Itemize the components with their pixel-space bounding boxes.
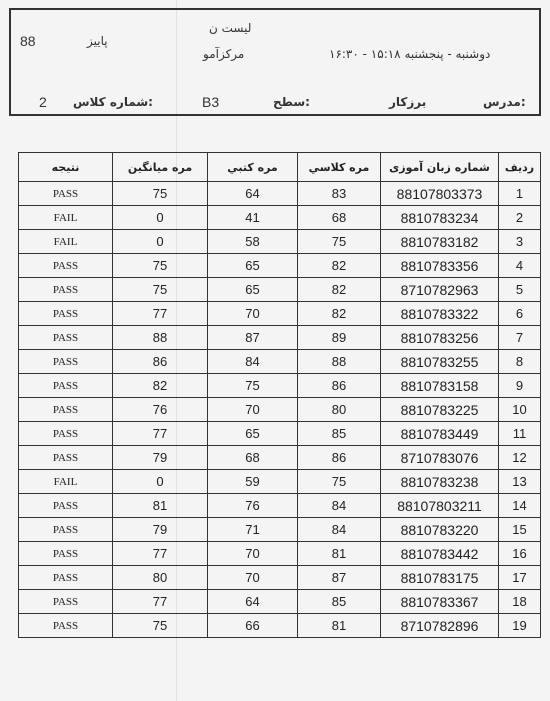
cell-class-score: 68 <box>298 206 381 230</box>
cell-class-score: 83 <box>298 182 381 206</box>
cell-row-number: 1 <box>499 182 541 206</box>
cell-result: PASS <box>19 278 113 302</box>
center-name: مرکزآمو <box>203 47 245 61</box>
cell-written-score: 65 <box>208 254 298 278</box>
cell-class-score: 82 <box>298 302 381 326</box>
table-row <box>19 518 541 542</box>
cell-class-score: 81 <box>298 542 381 566</box>
cell-average-score: 75 <box>113 614 208 638</box>
cell-result: PASS <box>19 182 113 206</box>
cell-class-score: 86 <box>298 446 381 470</box>
col-header-student-id: شماره زبان آموزی <box>381 153 499 182</box>
cell-class-score: 84 <box>298 518 381 542</box>
cell-student-id: 8810783158 <box>381 374 499 398</box>
cell-row-number: 17 <box>499 566 541 590</box>
table-row <box>19 614 541 638</box>
cell-class-score: 84 <box>298 494 381 518</box>
cell-average-score: 86 <box>113 350 208 374</box>
cell-row-number: 11 <box>499 422 541 446</box>
cell-row-number: 15 <box>499 518 541 542</box>
term-code: 88 <box>20 33 36 49</box>
cell-row-number: 18 <box>499 590 541 614</box>
cell-written-score: 68 <box>208 446 298 470</box>
table-row <box>19 590 541 614</box>
cell-written-score: 66 <box>208 614 298 638</box>
cell-student-id: 8810783356 <box>381 254 499 278</box>
cell-class-score: 86 <box>298 374 381 398</box>
cell-average-score: 82 <box>113 374 208 398</box>
cell-row-number: 2 <box>499 206 541 230</box>
cell-result: PASS <box>19 254 113 278</box>
class-schedule: دوشنبه - پنجشنبه ۱۵:۱۸ - ۱۶:۳۰ <box>329 47 491 61</box>
cell-row-number: 19 <box>499 614 541 638</box>
cell-student-id: 8810783442 <box>381 542 499 566</box>
cell-average-score: 75 <box>113 182 208 206</box>
cell-student-id: 88107803211 <box>381 494 499 518</box>
cell-written-score: 70 <box>208 542 298 566</box>
cell-written-score: 65 <box>208 278 298 302</box>
cell-average-score: 75 <box>113 278 208 302</box>
cell-average-score: 77 <box>113 542 208 566</box>
cell-written-score: 70 <box>208 566 298 590</box>
cell-result: FAIL <box>19 206 113 230</box>
table-row <box>19 566 541 590</box>
table-row <box>19 446 541 470</box>
cell-result: PASS <box>19 398 113 422</box>
table-row <box>19 206 541 230</box>
cell-written-score: 70 <box>208 302 298 326</box>
cell-average-score: 0 <box>113 206 208 230</box>
cell-result: PASS <box>19 590 113 614</box>
cell-written-score: 87 <box>208 326 298 350</box>
cell-written-score: 65 <box>208 422 298 446</box>
cell-class-score: 89 <box>298 326 381 350</box>
table-row <box>19 542 541 566</box>
cell-student-id: 8810783182 <box>381 230 499 254</box>
table-row <box>19 470 541 494</box>
teacher-name: برزکار <box>389 95 427 109</box>
cell-student-id: 8810783225 <box>381 398 499 422</box>
cell-row-number: 8 <box>499 350 541 374</box>
table-row <box>19 422 541 446</box>
cell-average-score: 80 <box>113 566 208 590</box>
cell-row-number: 6 <box>499 302 541 326</box>
season-label: پاییز <box>87 34 108 48</box>
list-title: لیست ن <box>209 21 252 35</box>
level-label: سطح: <box>273 95 310 109</box>
cell-row-number: 5 <box>499 278 541 302</box>
cell-average-score: 77 <box>113 302 208 326</box>
col-header-result: نتیجه <box>19 153 113 182</box>
cell-result: PASS <box>19 374 113 398</box>
cell-average-score: 75 <box>113 254 208 278</box>
cell-result: PASS <box>19 326 113 350</box>
cell-result: PASS <box>19 542 113 566</box>
cell-written-score: 64 <box>208 182 298 206</box>
cell-written-score: 71 <box>208 518 298 542</box>
cell-written-score: 58 <box>208 230 298 254</box>
cell-class-score: 81 <box>298 614 381 638</box>
cell-average-score: 79 <box>113 446 208 470</box>
cell-row-number: 10 <box>499 398 541 422</box>
cell-row-number: 13 <box>499 470 541 494</box>
table-row <box>19 494 541 518</box>
table-header-row <box>19 153 541 182</box>
cell-result: PASS <box>19 494 113 518</box>
grades-table <box>18 152 541 638</box>
table-row <box>19 182 541 206</box>
cell-written-score: 41 <box>208 206 298 230</box>
col-header-average-score: مره ميانگين <box>113 153 208 182</box>
cell-student-id: 8810783255 <box>381 350 499 374</box>
cell-row-number: 12 <box>499 446 541 470</box>
cell-student-id: 8810783322 <box>381 302 499 326</box>
cell-student-id: 8710783076 <box>381 446 499 470</box>
cell-student-id: 8810783256 <box>381 326 499 350</box>
cell-student-id: 8810783449 <box>381 422 499 446</box>
cell-student-id: 8810783220 <box>381 518 499 542</box>
table-row <box>19 374 541 398</box>
cell-class-score: 80 <box>298 398 381 422</box>
cell-student-id: 8810783238 <box>381 470 499 494</box>
cell-result: PASS <box>19 566 113 590</box>
table-row <box>19 230 541 254</box>
cell-written-score: 70 <box>208 398 298 422</box>
cell-result: PASS <box>19 518 113 542</box>
cell-written-score: 84 <box>208 350 298 374</box>
cell-result: PASS <box>19 614 113 638</box>
cell-row-number: 3 <box>499 230 541 254</box>
cell-result: PASS <box>19 422 113 446</box>
cell-student-id: 8810783175 <box>381 566 499 590</box>
cell-class-score: 85 <box>298 590 381 614</box>
cell-row-number: 16 <box>499 542 541 566</box>
teacher-label: مدرس: <box>483 95 526 109</box>
cell-result: PASS <box>19 446 113 470</box>
cell-average-score: 88 <box>113 326 208 350</box>
cell-class-score: 82 <box>298 254 381 278</box>
cell-row-number: 9 <box>499 374 541 398</box>
table-row <box>19 302 541 326</box>
class-number-value: 2 <box>39 94 47 110</box>
cell-row-number: 7 <box>499 326 541 350</box>
cell-row-number: 4 <box>499 254 541 278</box>
cell-student-id: 8710782963 <box>381 278 499 302</box>
col-header-written-score: مره كتبي <box>208 153 298 182</box>
cell-class-score: 85 <box>298 422 381 446</box>
cell-class-score: 88 <box>298 350 381 374</box>
cell-class-score: 75 <box>298 230 381 254</box>
cell-student-id: 8710782896 <box>381 614 499 638</box>
cell-student-id: 8810783234 <box>381 206 499 230</box>
table-row <box>19 350 541 374</box>
cell-student-id: 88107803373 <box>381 182 499 206</box>
cell-average-score: 77 <box>113 422 208 446</box>
cell-average-score: 77 <box>113 590 208 614</box>
cell-written-score: 64 <box>208 590 298 614</box>
cell-result: PASS <box>19 350 113 374</box>
table-row <box>19 254 541 278</box>
col-header-class-score: مره كلاسي <box>298 153 381 182</box>
table-row <box>19 278 541 302</box>
table-row <box>19 398 541 422</box>
cell-result: PASS <box>19 302 113 326</box>
cell-average-score: 0 <box>113 470 208 494</box>
cell-written-score: 76 <box>208 494 298 518</box>
cell-student-id: 8810783367 <box>381 590 499 614</box>
cell-written-score: 59 <box>208 470 298 494</box>
cell-class-score: 82 <box>298 278 381 302</box>
cell-result: FAIL <box>19 230 113 254</box>
cell-average-score: 76 <box>113 398 208 422</box>
level-value: B3 <box>202 94 220 110</box>
class-info-box <box>9 8 541 116</box>
cell-class-score: 87 <box>298 566 381 590</box>
class-number-label: شماره کلاس: <box>73 95 153 109</box>
cell-average-score: 0 <box>113 230 208 254</box>
cell-written-score: 75 <box>208 374 298 398</box>
cell-average-score: 81 <box>113 494 208 518</box>
table-row <box>19 326 541 350</box>
cell-row-number: 14 <box>499 494 541 518</box>
cell-result: FAIL <box>19 470 113 494</box>
cell-average-score: 79 <box>113 518 208 542</box>
cell-class-score: 75 <box>298 470 381 494</box>
col-header-row-number: ردیف <box>499 153 541 182</box>
